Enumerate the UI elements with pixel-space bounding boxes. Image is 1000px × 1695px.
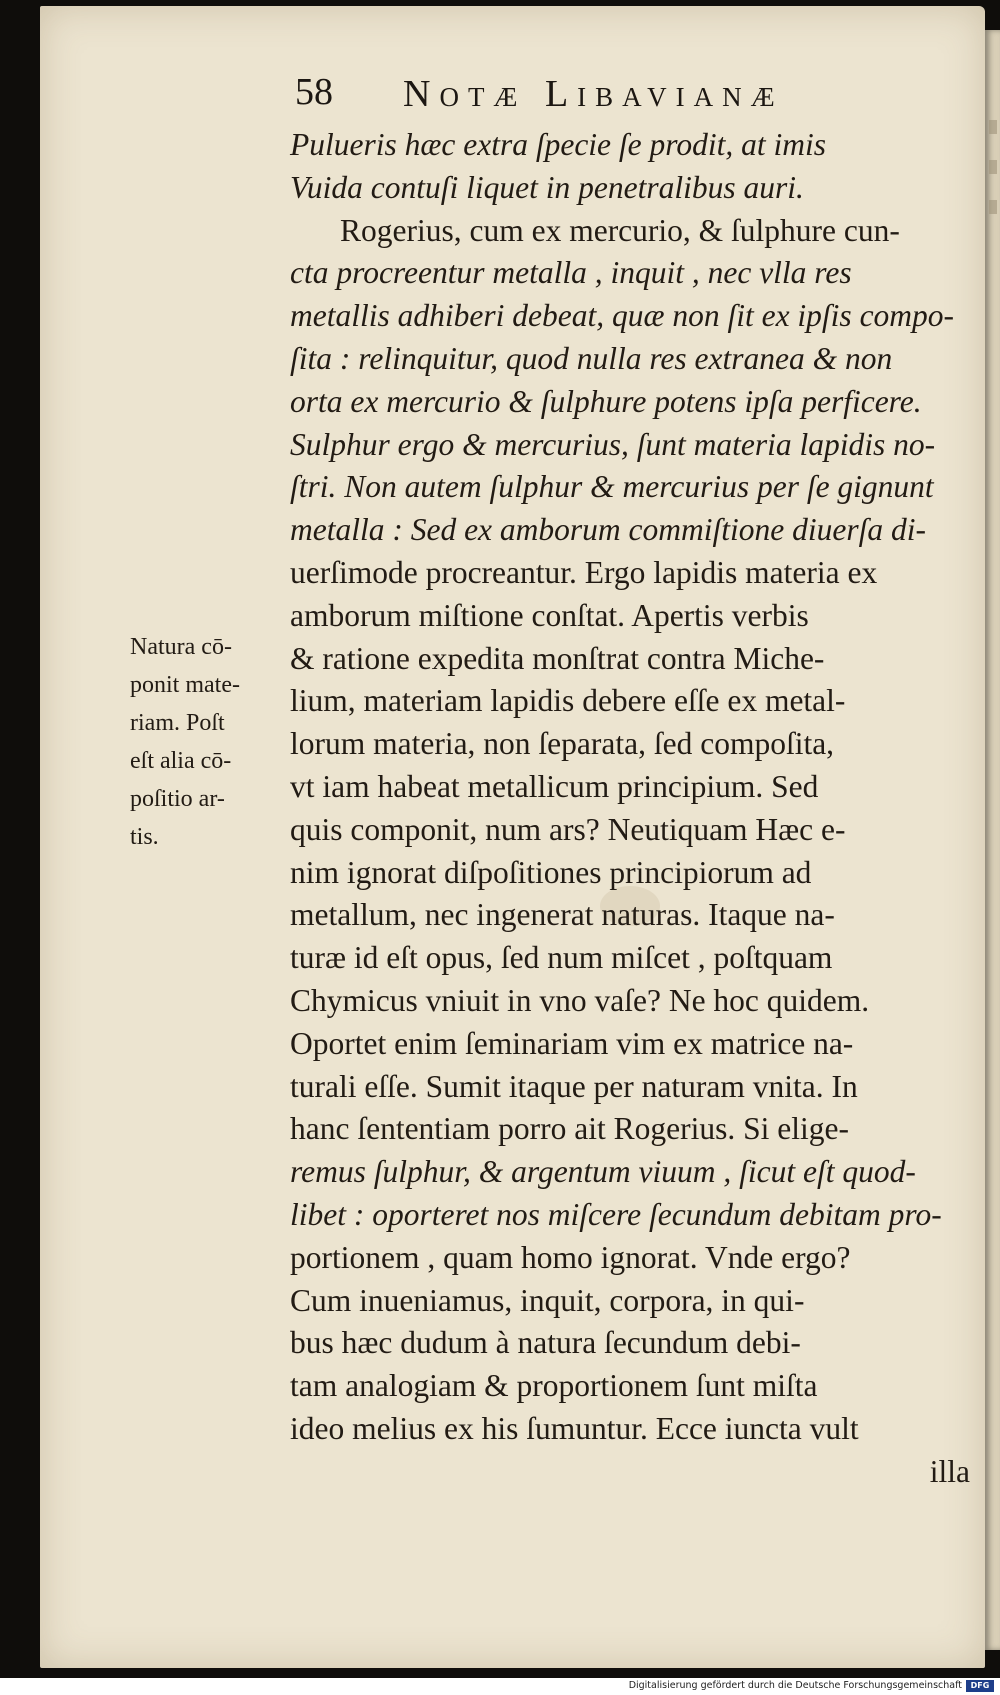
text-line: amborum miſtione conſtat. Apertis verbis	[290, 597, 809, 633]
text-line: Pulueris hæc extra ſpecie ſe prodit, at imis	[290, 127, 826, 162]
marginal-line: poſitio ar-	[130, 786, 225, 812]
text-line: cta procreentur metalla , inquit , nec vlla res	[290, 255, 852, 291]
text-line: Cum inueniamus, inquit, corpora, in qui-	[290, 1282, 805, 1318]
text-line: remus ſulphur, & argentum viuum , ſicut eſt quod-	[290, 1154, 916, 1190]
text-line: Oportet enim ſeminariam vim ex matrice na-	[290, 1025, 854, 1061]
text-line: lium, materiam lapidis debere eſſe ex metal-	[290, 683, 846, 719]
text-line: ideo melius ex his ſumuntur. Ecce iuncta vult	[290, 1410, 859, 1446]
text-line: libet : oporteret nos miſcere ſecundum debitam pro-	[290, 1196, 942, 1232]
text-line: ſtri. Non autem ſulphur & mercurius per ſe gignunt	[290, 469, 934, 505]
text-line: bus hæc dudum à natura ſecundum debi-	[290, 1325, 801, 1361]
page-header	[295, 70, 875, 120]
next-page-edge	[985, 30, 1000, 1650]
text-line: ſita : relinquitur, quod nulla res extranea & non	[290, 340, 893, 376]
text-line: metallum, nec ingenerat naturas. Itaque na-	[290, 897, 835, 933]
edge-mark	[989, 120, 997, 134]
body-text	[290, 124, 970, 1494]
marginal-line: ponit mate-	[130, 672, 240, 698]
marginal-note	[130, 628, 280, 856]
funding-credit: Digitalisierung gefördert durch die Deutsche Forschungsgemeinschaft	[628, 1680, 962, 1691]
text-line: quis componit, num ars? Neutiquam Hæc e-	[290, 811, 846, 847]
text-line: Sulphur ergo & mercurius, ſunt materia lapidis no-	[290, 426, 936, 462]
edge-mark	[989, 160, 997, 174]
page-number: 58	[295, 71, 333, 113]
text-line: metalla : Sed ex amborum commiſtione diuerſa di-	[290, 512, 926, 548]
text-line: & ratione expedita monſtrat contra Miche-	[290, 640, 825, 676]
text-line: Vuida contuſi liquet in penetralibus auri.	[290, 169, 804, 205]
running-head: Notæ Libavianæ	[403, 73, 784, 115]
text-line: nim ignorat diſpoſitiones principiorum ad	[290, 854, 812, 890]
text-line: uerſimode procreantur. Ergo lapidis materia ex	[290, 554, 878, 590]
marginal-line: eſt alia cō-	[130, 748, 232, 774]
digitization-footer	[0, 1678, 1000, 1695]
dfg-logo-icon: DFG	[966, 1680, 994, 1692]
text-line: hanc ſententiam porro ait Rogerius. Si elige-	[290, 1111, 849, 1147]
text-line: Rogerius, cum ex mercurio, & ſulphure cun-	[340, 212, 900, 248]
marginal-line: riam. Poſt	[130, 710, 225, 736]
edge-mark	[989, 200, 997, 214]
text-line: turæ id eſt opus, ſed num miſcet , poſtquam	[290, 940, 833, 976]
text-line: Chymicus vniuit in vno vaſe? Ne hoc quidem.	[290, 982, 870, 1018]
marginal-line: Natura cō-	[130, 634, 232, 660]
text-line: tam analogiam & proportionem ſunt miſta	[290, 1368, 818, 1404]
text-line: turali eſſe. Sumit itaque per naturam vnita. In	[290, 1068, 858, 1104]
text-line: portionem , quam homo ignorat. Vnde ergo?	[290, 1239, 851, 1275]
catchword: illa	[929, 1453, 970, 1489]
text-line: lorum materia, non ſeparata, ſed compoſita,	[290, 726, 835, 762]
marginal-line: tis.	[130, 824, 159, 850]
text-line: orta ex mercurio & ſulphure potens ipſa perficere.	[290, 383, 922, 419]
text-line: metallis adhiberi debeat, quæ non ſit ex ipſis compo-	[290, 298, 955, 334]
text-line: vt iam habeat metallicum principium. Sed	[290, 768, 819, 804]
